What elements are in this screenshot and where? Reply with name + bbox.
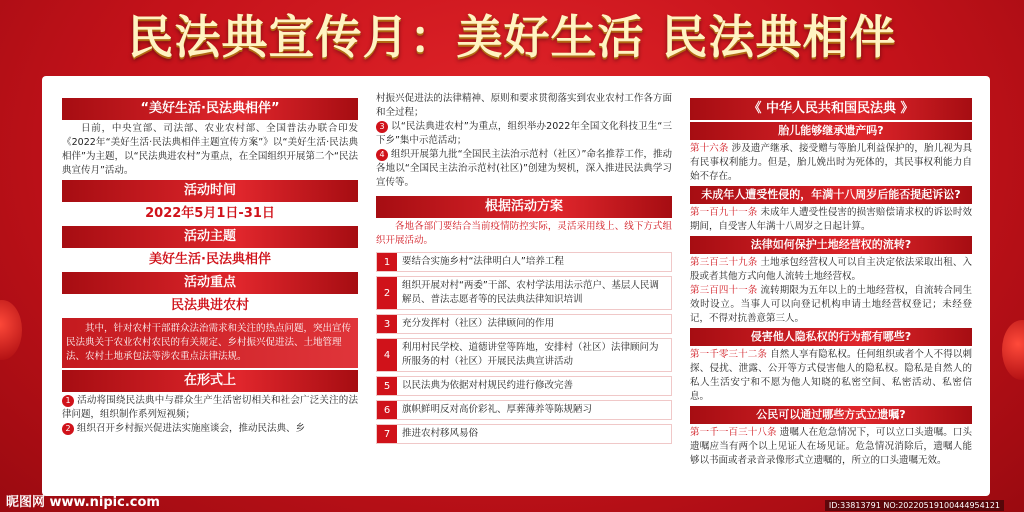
plan-list-number: 5 xyxy=(377,377,397,395)
column-activity xyxy=(62,76,358,496)
number-icon: 3 xyxy=(376,121,388,133)
answer-3b: 第三百四十一条 流转期限为五年以上的土地经营权，自流转合同生效时设立。当事人可以向登记机构申请土地经营权登记；未经登记，不得对抗善意第三人。 xyxy=(690,285,972,324)
plan-list-text: 充分发挥村（社区）法律顾问的作用 xyxy=(402,318,555,329)
plan-list-text: 推进农村移风易俗 xyxy=(402,428,479,439)
question-1: 胎儿能够继承遗产吗? xyxy=(690,122,972,140)
plan-list-number: 4 xyxy=(377,339,397,371)
activity-time: 2022年5月1日-31日 xyxy=(145,206,275,221)
plan-list-text: 要结合实施乡村“法律明白人”培养工程 xyxy=(402,256,564,267)
content-board xyxy=(42,76,990,496)
number-icon: 4 xyxy=(376,149,388,161)
plan-list-item xyxy=(376,338,672,372)
focus-description: 其中，针对农村干部群众法治需求和关注的热点问题，突出宣传民法典关于农业农村农民的有关规定、乡村振兴促进法、土地管理法、农村土地承包法等涉农重点法律法规。 xyxy=(62,318,358,368)
section-banner-civil-code: 《 中华人民共和国民法典 》 xyxy=(690,98,972,120)
question-4: 侵害他人隐私权的行为都有哪些? xyxy=(690,328,972,346)
form-item-2: 2 组织召开乡村振兴促进法实施座谈会，推动民法典、乡 xyxy=(62,422,358,436)
plan-list-text: 旗帜鲜明反对高价彩礼、厚葬薄养等陈规陋习 xyxy=(402,404,593,415)
number-icon: 2 xyxy=(62,423,74,435)
answer-5: 第一千一百三十八条 遗嘱人在危急情况下，可以立口头遗嘱。口头遗嘱应当有两个以上见证人在场见证。危急情况消除后，遗嘱人能够以书面或者录音录像形式立遗嘱的，所立的口头遗嘱无效。 xyxy=(690,427,972,466)
plan-list-item xyxy=(376,400,672,420)
plan-list-item xyxy=(376,276,672,310)
question-3: 法律如何保护土地经营权的流转? xyxy=(690,236,972,254)
lantern-icon-right xyxy=(1002,320,1024,380)
question-5: 公民可以通过哪些方式立遗嘱? xyxy=(690,406,972,424)
plan-list-item xyxy=(376,424,672,444)
plan-list xyxy=(376,252,672,444)
image-id: ID:33813791 NO:20220519100444954121 xyxy=(825,500,1004,511)
answer-3a: 第三百三十九条 土地承包经营权人可以自主决定依法采取出租、入股或者其他方式向他人流转土地经营权。 xyxy=(690,257,972,282)
plan-list-text: 以民法典为依据对村规民约进行修改完善 xyxy=(402,380,574,391)
activity-focus: 民法典进农村 xyxy=(170,298,249,313)
plan-list-text: 利用村民学校、道德讲堂等阵地，安排村（社区）法律顾问为所服务的村（社区）开展民法典宣讲活动 xyxy=(402,342,659,367)
form-item-2-continued: 村振兴促进法的法律精神、原则和要求贯彻落实到农业农村工作各方面和全过程； xyxy=(376,93,672,118)
answer-4: 第一千零三十二条 自然人享有隐私权。任何组织或者个人不得以刺探、侵扰、泄露、公开等方式侵害他人的隐私权。隐私是自然人的私人生活安宁和不愿为他人知晓的私密空间、私密活动、私密信息。 xyxy=(690,349,972,402)
section-banner-theme: 活动主题 xyxy=(62,226,358,248)
plan-list-item xyxy=(376,252,672,272)
answer-1: 第十六条 涉及遗产继承、接受赠与等胎儿利益保护的，胎儿视为具有民事权利能力。但是，胎儿娩出时为死体的，其民事权利能力自始不存在。 xyxy=(690,143,972,182)
question-2: 未成年人遭受性侵的，年满十八周岁后能否提起诉讼? xyxy=(690,186,972,204)
watermark: 昵图网 www.nipic.com xyxy=(6,495,160,510)
page-title: 民法典宣传月：美好生活 民法典相伴 xyxy=(127,10,897,64)
column-civil-code xyxy=(690,76,972,496)
intro-text: 日前，中央宣部、司法部、农业农村部、全国普法办联合印发《2022年“美好生活·民法典相伴主题宣传方案”》以“美好生活·民法典相伴”为主题，以“民法典进农村”为重点，在全国组织开展第二个“民法典宣传月”活动。 xyxy=(62,123,358,176)
section-banner-theme-slogan: “美好生活·民法典相伴” xyxy=(62,98,358,120)
form-item-3: 3 以“民法典进农村”为重点，组织举办2022年全国文化科技卫生“三下乡”集中示范活动； xyxy=(376,121,672,146)
activity-theme: 美好生活·民法典相伴 xyxy=(149,252,271,267)
form-item-1: 1 活动将围绕民法典中与群众生产生活密切相关和社会广泛关注的法律问题，组织制作系列短视频； xyxy=(62,395,358,420)
answer-2: 第一百九十一条 未成年人遭受性侵害的损害赔偿请求权的诉讼时效期间，自受害人年满十八周岁之日起计算。 xyxy=(690,207,972,232)
lantern-icon-left xyxy=(0,300,22,360)
plan-list-item xyxy=(376,314,672,334)
plan-list-number: 3 xyxy=(377,315,397,333)
section-banner-plan: 根据活动方案 xyxy=(376,196,672,218)
plan-list-number: 6 xyxy=(377,401,397,419)
section-banner-form: 在形式上 xyxy=(62,370,358,392)
plan-list-number: 7 xyxy=(377,425,397,443)
section-banner-focus: 活动重点 xyxy=(62,272,358,294)
plan-list-item xyxy=(376,376,672,396)
plan-lead: 各地各部门要结合当前疫情防控实际，灵活采用线上、线下方式组织开展活动。 xyxy=(376,221,672,246)
section-banner-time: 活动时间 xyxy=(62,180,358,202)
plan-list-number: 2 xyxy=(377,277,397,309)
column-plan xyxy=(376,76,672,496)
plan-list-number: 1 xyxy=(377,253,397,271)
form-item-4: 4 组织开展第九批“全国民主法治示范村（社区）”命名推荐工作，推动各地以“全国民主法治示范村(社区)”创建为契机，深入推进民法典学习宣传等。 xyxy=(376,149,672,188)
number-icon: 1 xyxy=(62,395,74,407)
plan-list-text: 组织开展对村“两委”干部、农村学法用法示范户、基层人民调解员、普法志愿者等的民法典法律知识培训 xyxy=(402,280,659,305)
